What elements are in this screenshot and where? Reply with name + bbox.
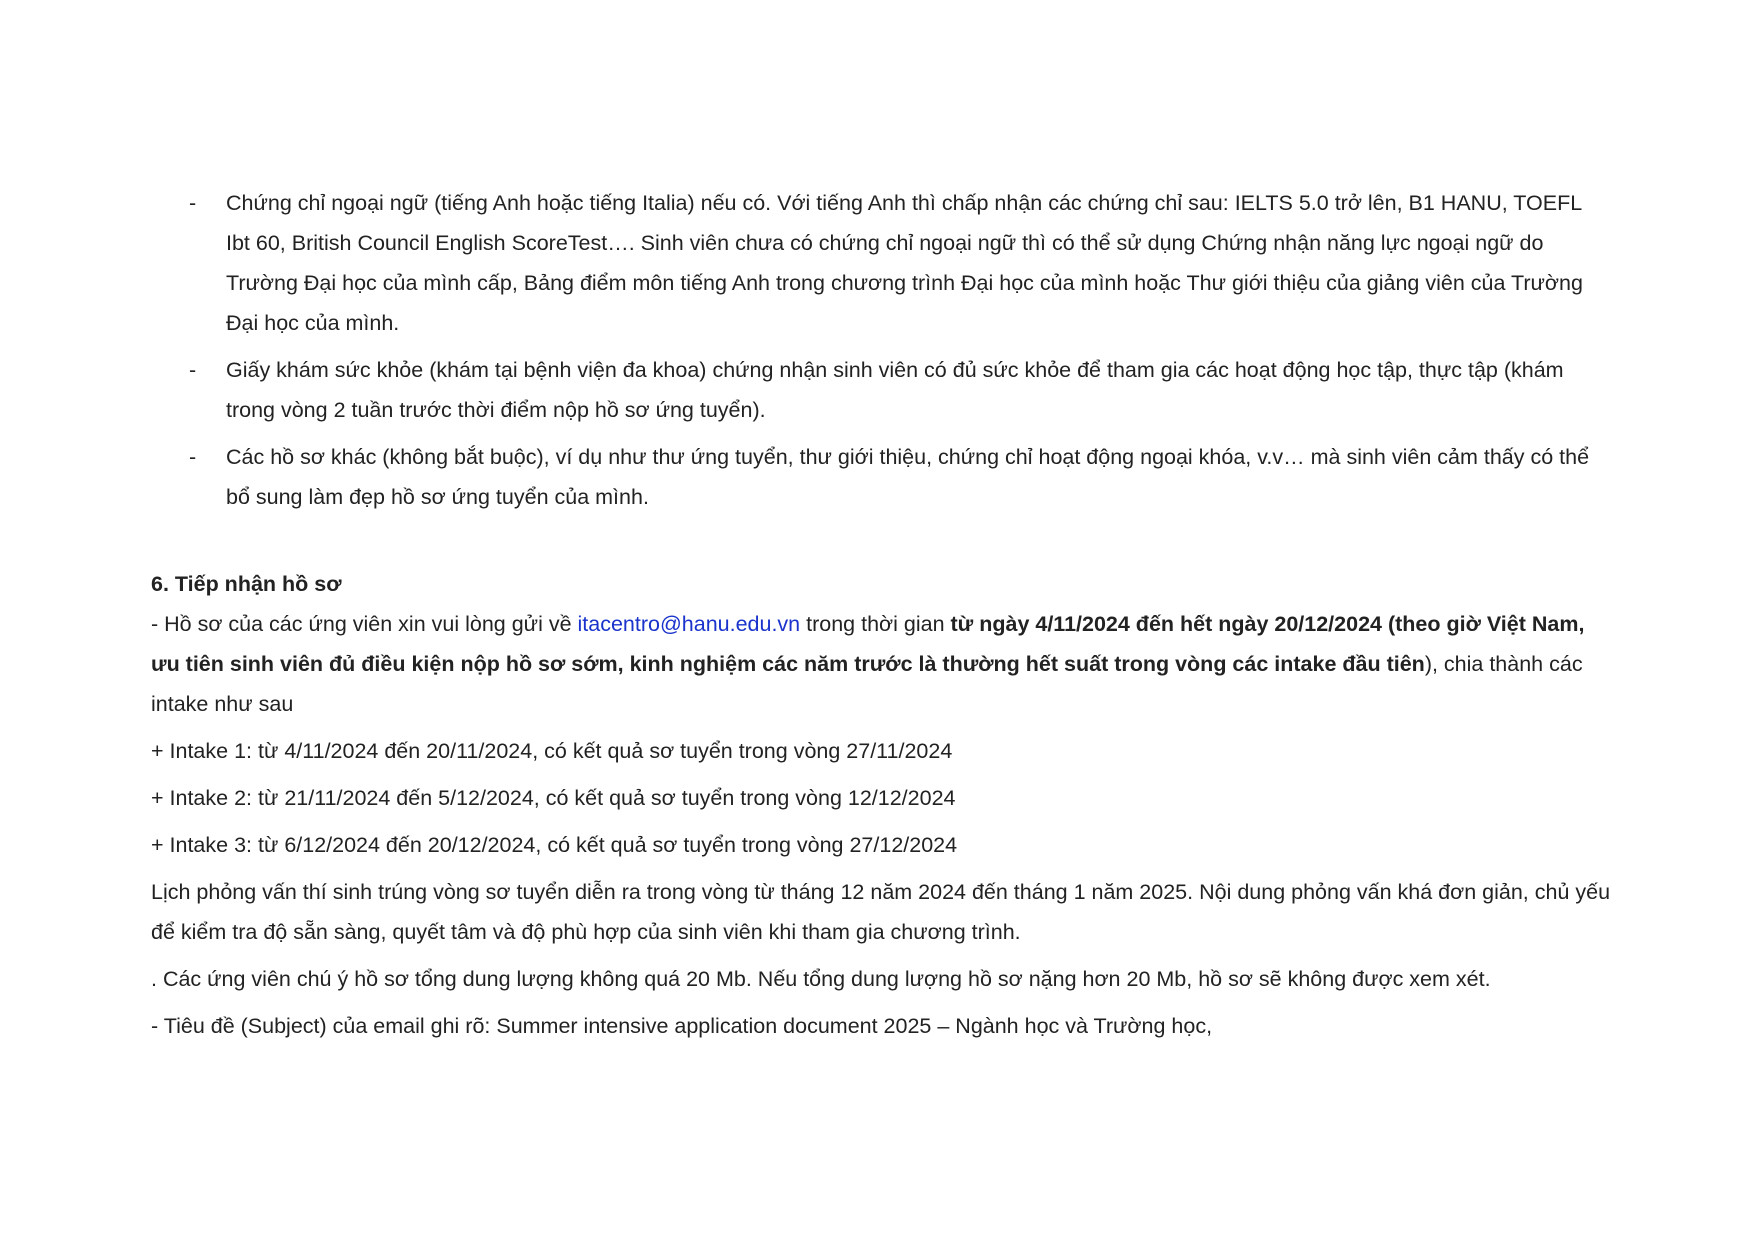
submission-paragraph [151,604,1611,724]
requirement-health-certificate: Giấy khám sức khỏe (khám tại bệnh viện đa khoa) chứng nhận sinh viên có đủ sức khỏe để tham gia các hoạt động học tập, thực tập (khám trong vòng 2 tuần trước thời điểm nộp hồ sơ ứng tuyển). [226,358,1564,422]
requirements-list [189,183,1609,524]
submission-deadline: từ ngày 4/11/2024 đến hết ngày 20/12/2024 (theo giờ Việt Nam, ưu tiên sinh viên đủ điều kiện nộp hồ sơ sớm, kinh nghiệm các năm trước là thường hết suất trong vòng các intake đầu tiên [151,612,1585,676]
submission-prefix: - Hồ sơ của các ứng viên xin vui lòng gửi về [151,612,578,636]
size-limit-note: . Các ứng viên chú ý hồ sơ tổng dung lượng không quá 20 Mb. Nếu tổng dung lượng hồ sơ nặng hơn 20 Mb, hồ sơ sẽ không được xem xét. [151,967,1491,991]
submission-suffix: ), chia thành các intake như sau [151,652,1583,716]
intake-2: + Intake 2: từ 21/11/2024 đến 5/12/2024, có kết quả sơ tuyển trong vòng 12/12/2024 [151,786,956,810]
email-link[interactable]: itacentro@hanu.edu.vn [577,612,801,636]
list-item [189,183,1609,343]
submission-middle: trong thời gian [800,612,951,636]
requirement-other-documents: Các hồ sơ khác (không bắt buộc), ví dụ như thư ứng tuyển, thư giới thiệu, chứng chỉ hoạt động ngoại khóa, v.v… mà sinh viên cảm thấy có thể bổ sung làm đẹp hồ sơ ứng tuyển của mình. [226,445,1590,509]
intake-3: + Intake 3: từ 6/12/2024 đến 20/12/2024, có kết quả sơ tuyển trong vòng 27/12/2024 [151,833,958,857]
list-item [189,350,1609,430]
email-subject-note: - Tiêu đề (Subject) của email ghi rõ: Summer intensive application document 2025 – Ngành học và Trường học, [151,1014,1213,1038]
application-submission-section [151,564,1611,1053]
bullet-marker: - [189,191,197,215]
bullet-marker: - [189,445,197,469]
interview-paragraph: Lịch phỏng vấn thí sinh trúng vòng sơ tuyển diễn ra trong vòng từ tháng 12 năm 2024 đến tháng 1 năm 2025. Nội dung phỏng vấn khá đơn giản, chủ yếu để kiểm tra độ sẵn sàng, quyết tâm và độ phù hợp của sinh viên khi tham gia chương trình. [151,880,1611,944]
intake-1: + Intake 1: từ 4/11/2024 đến 20/11/2024, có kết quả sơ tuyển trong vòng 27/11/2024 [151,739,953,763]
section-heading: 6. Tiếp nhận hồ sơ [151,572,342,596]
bullet-marker: - [189,358,197,382]
requirement-language-certificate: Chứng chỉ ngoại ngữ (tiếng Anh hoặc tiếng Italia) nếu có. Với tiếng Anh thì chấp nhận các chứng chỉ sau: IELTS 5.0 trở lên, B1 HANU, TOEFL Ibt 60, British Council English ScoreTest…. Sinh viên chưa có chứng chỉ ngoại ngữ thì có thể sử dụng Chứng nhận năng lực ngoại ngữ do Trường Đại học của mình cấp, Bảng điểm môn tiếng Anh trong chương trình Đại học của mình hoặc Thư giới thiệu của giảng viên của Trường Đại học của mình. [226,191,1583,335]
list-item [189,437,1609,517]
